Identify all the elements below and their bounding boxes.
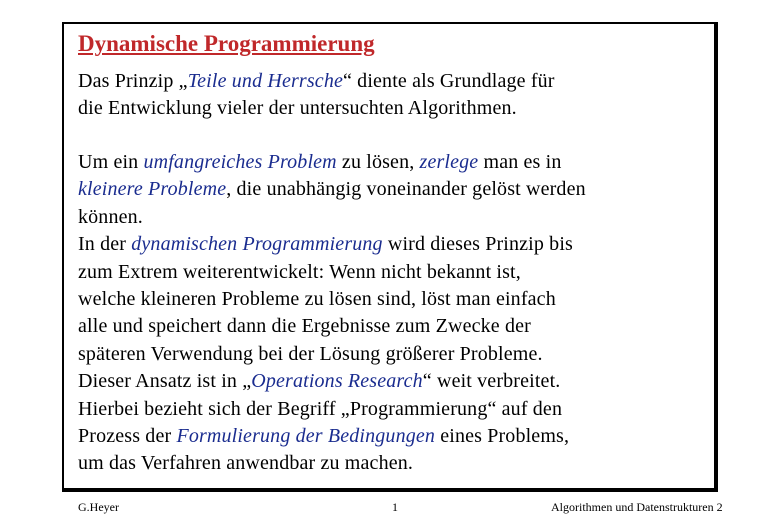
text-line: Das Prinzip „Teile und Herrsche“ diente als Grundlage für bbox=[78, 70, 555, 92]
text-line: um das Verfahren anwendbar zu machen. bbox=[78, 452, 414, 475]
text-line: kleinere Probleme, die unabhängig voneinander gelöst werden bbox=[78, 178, 586, 201]
text-line: welche kleineren Probleme zu lösen sind, löst man einfach bbox=[78, 288, 556, 311]
emphasis-text: zerlege bbox=[419, 151, 479, 173]
text-line: alle und speichert dann die Ergebnisse zum Zwecke der bbox=[78, 315, 531, 338]
emphasis-text: umfangreiches Problem bbox=[143, 151, 337, 173]
text-line: können. bbox=[78, 205, 143, 228]
text-line: Prozess der Formulierung der Bedingungen eines Problems, bbox=[78, 425, 570, 448]
text-line: Dieser Ansatz ist in „Operations Research“ weit verbreitet. bbox=[78, 370, 561, 393]
paragraph-main bbox=[78, 149, 586, 478]
text-line: Um ein umfangreiches Problem zu lösen, zerlege man es in bbox=[78, 151, 562, 173]
paragraph-intro bbox=[78, 68, 555, 123]
text-line: zum Extrem weiterentwickelt: Wenn nicht bekannt ist, bbox=[78, 260, 521, 283]
text-line: die Entwicklung vieler der untersuchten Algorithmen. bbox=[78, 97, 517, 120]
emphasis-text: Teile und Herrsche bbox=[187, 70, 343, 92]
emphasis-text: dynamischen Programmierung bbox=[131, 233, 383, 256]
emphasis-text: kleinere Probleme bbox=[78, 178, 227, 201]
text-line: Hierbei bezieht sich der Begriff „Programmierung“ auf den bbox=[78, 397, 563, 420]
slide-title: Dynamische Programmierung bbox=[78, 31, 375, 56]
text-line: In der dynamischen Programmierung wird dieses Prinzip bis bbox=[78, 233, 573, 256]
text-line: späteren Verwendung bei der Lösung größerer Probleme. bbox=[78, 342, 543, 365]
footer-author: G.Heyer bbox=[78, 500, 119, 514]
emphasis-text: Formulierung der Bedingungen bbox=[176, 425, 436, 448]
emphasis-text: Operations Research bbox=[251, 370, 423, 393]
footer-course: Algorithmen und Datenstrukturen 2 bbox=[551, 500, 723, 514]
footer-page-number: 1 bbox=[392, 500, 398, 514]
